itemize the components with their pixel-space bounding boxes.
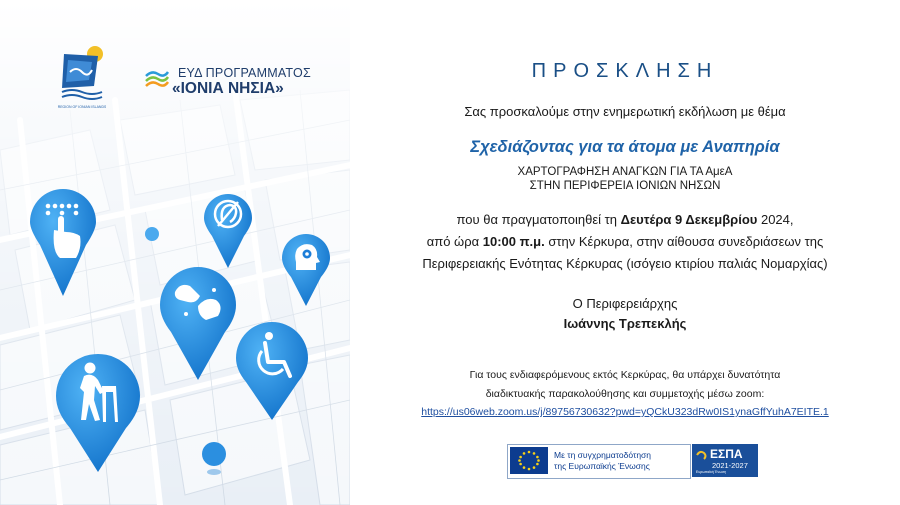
map-dot [202, 442, 226, 466]
map-dot [145, 227, 159, 241]
espa-swirl-icon [696, 449, 708, 461]
eu-text-line2: της Ευρωπαϊκής Ένωσης [554, 461, 650, 471]
eu-text-line1: Με τη συγχρηματοδότηση [554, 450, 652, 460]
region-logo-caption: REGION OF IONIAN ISLANDS [58, 105, 106, 109]
time-prefix: από ώρα [426, 234, 483, 249]
date-prefix: που θα πραγματοποιηθεί τη [456, 212, 621, 227]
online-note-line2: διαδικτυακής παρακολούθησης και συμμετοχής μέσω zoom: [485, 388, 765, 400]
event-subtitle-line1: ΧΑΡΤΟΓΡΑΦΗΣΗ ΑΝΑΓΚΩΝ ΓΙΑ ΤΑ ΑμεΑ [517, 166, 733, 178]
invitation-intro: Σας προσκαλούμε στην ενημερωτική εκδήλωση με θέμα [464, 104, 786, 119]
map-dot-shadow [207, 469, 221, 475]
region-ionian-islands-logo [58, 46, 106, 116]
invitation-title: ΠΡΟΣΚΛΗΣΗ [531, 60, 719, 82]
event-time-line [350, 234, 900, 249]
eu-cofunding-logo [507, 444, 691, 479]
espa-logo [692, 444, 758, 477]
program-logo-line2: «ΙΟΝΙΑ ΝΗΣΙΑ» [172, 80, 284, 97]
espa-subtitle: Ευρωπαϊκή Ένωση [696, 470, 727, 474]
online-note-line1: Για τους ενδιαφερόμενους εκτός Κερκύρας, θα υπάρχει δυνατότητα [469, 369, 781, 381]
zoom-link[interactable]: https://us06web.zoom.us/j/89756730632?pwd=yQCkU323dRw0IS1ynaGffYuhA7EITE.1 [421, 406, 829, 418]
left-illustration-panel [0, 0, 350, 505]
event-subtitle-line2: ΣΤΗΝ ΠΕΡΙΦΕΡΕΙΑ ΙΟΝΙΩΝ ΝΗΣΩΝ [529, 180, 721, 192]
event-date: Δευτέρα 9 Δεκεμβρίου [620, 212, 758, 227]
date-suffix: 2024, [757, 212, 794, 227]
invitation-text-panel [350, 0, 900, 505]
program-logo [144, 62, 314, 98]
program-logo-waves-icon [144, 66, 170, 92]
signatory-role: Ο Περιφερειάρχης [572, 296, 678, 311]
event-date-line [350, 212, 900, 227]
event-time: 10:00 π.μ. [482, 234, 545, 249]
event-subject: Σχεδιάζοντας για τα άτομα με Αναπηρία [470, 138, 780, 156]
event-venue: Περιφερειακής Ενότητας Κέρκυρας (ισόγειο κτιρίου παλιάς Νομαρχίας) [422, 256, 828, 271]
signatory-name: Ιωάννης Τρεπεκλής [563, 316, 687, 331]
espa-years: 2021-2027 [712, 461, 748, 470]
espa-title: ΕΣΠΑ [710, 447, 743, 461]
program-logo-line1: ΕΥΔ ΠΡΟΓΡΑΜΜΑΤΟΣ [178, 66, 311, 80]
time-suffix: στην Κέρκυρα, στην αίθουσα συνεδριάσεων της [544, 234, 824, 249]
eu-flag-icon [510, 447, 548, 474]
eu-cofunding-text [554, 450, 651, 472]
